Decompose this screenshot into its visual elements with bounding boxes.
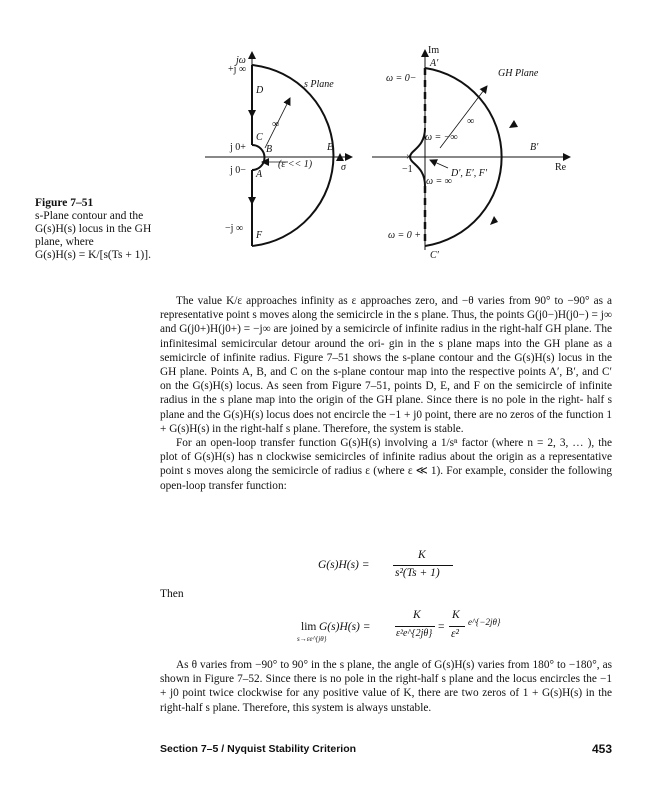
w0minus-label: ω = 0− [386,73,417,84]
contour-arrow-down [248,197,256,205]
w-inf-label: ω = ∞ [426,176,452,187]
eq2-den1: ε²e^{2jθ} [396,628,433,639]
point-C-prime: C′ [430,250,439,261]
point-D: D [256,85,264,96]
sigma-label: σ [341,162,346,173]
eq2-tail: e^{−2jθ} [468,617,501,627]
caption-line: plane, where [35,236,94,248]
def-prime-label: D′, E′, F′ [451,168,488,179]
infinity-label: ∞ [272,119,280,130]
point-B-prime: B′ [530,142,539,153]
point-E: E [327,142,334,153]
s-plane-label: s Plane [304,79,334,90]
eq1-num: K [418,549,426,561]
j0plus-label: j 0+ [230,142,246,153]
point-C: C [256,132,263,143]
page-number: 453 [591,742,612,756]
page-footer [160,743,612,755]
eq2-num2: K [452,609,460,621]
def-arrow [430,160,448,168]
caption-line: s-Plane contour and the [35,210,144,222]
point-A: A [256,169,263,180]
jw-label: jω [236,55,246,66]
minus-one-label: −1 [402,164,413,175]
equation-2: lim s→εe^{jθ} G(s)H(s) = K ε²e^{2jθ} = K ε² e^{−2jθ} [297,609,501,643]
gh-arrow-arc2 [490,216,498,225]
minus-one-marker: × [406,152,412,163]
point-B: B [266,144,273,155]
eq2-sub: s→εe^{jθ} [297,635,327,643]
gh-infinity-label: ∞ [467,116,475,127]
plus-j-inf-label: +j ∞ [228,64,247,75]
body-text [160,294,612,493]
eq1-den: s²(Ts + 1) [395,567,440,579]
contour-arrow-up [248,110,256,118]
eq2-den2: ε² [451,628,459,640]
eq2-num1: K [413,609,421,621]
paragraph-3-block [160,658,612,715]
caption-line: G(s)H(s) = K/[s(Ts + 1)]. [35,249,151,261]
epsilon-label: (ε << 1) [278,159,313,170]
im-label: Im [428,45,440,56]
w-minus-inf-label: ω = −∞ [425,132,458,143]
point-F: F [256,230,263,241]
gh-arrow-arc [509,120,518,128]
minus-j-inf-label: −j ∞ [225,223,244,234]
eq2-lim: lim [301,621,317,633]
paragraph-2: For an open-loop transfer function G(s)H(s) involving a 1/sⁿ factor (where n = 2, 3, … ), the plot of G(s)H(s) has n clockwise semicircles of infinite radius about the origin as a representative point s moves along the semicircle of radius ε (where ε ≪ 1). For example, consider the following open-loop transfer function: [160,437,613,492]
re-label: Re [555,162,567,173]
section-label: Section 7–5 / Nyquist Stability Criterion [160,743,357,755]
equation-1 [318,549,468,585]
w0plus-label: ω = 0 + [388,230,422,241]
caption-line: G(s)H(s) locus in the GH [35,223,152,235]
eq2-lhs: G(s)H(s) = [319,621,371,633]
figure-title: Figure 7–51 [35,197,94,209]
figure-caption [35,197,200,262]
j0minus-label: j 0− [230,165,246,176]
point-A-prime: A′ [430,58,439,69]
paragraph-1: The value K/ε approaches infinity as ε approaches zero, and −θ varies from 90° to −90° as a representative point s moves along the semicircle in the s plane. Thus, the points G(j0−)H(j0−) = j∞ and G(j0+)H(j0+) = −j∞ are joined by a semicircle of infinite radius in the right-half GH plane. The infinitesimal semicircular detour around the ori- gin in the s plane maps into the GH plane as a semicircle of infinite radius. Figure 7–51 shows the s-plane contour and the G(s)H(s) locus in the GH plane. Points A, B, and C on the s-plane contour map into the respective points A′, B′, and C′ on the G(s)H(s) locus. As seen from Figure 7–51, points D, E, and F on the semicircle of infinite radius in the s plane map into the origin of the GH plane. Since there is no pole in the right- half s plane and the G(s)H(s) locus does not encircle the −1 + j0 point, there are no zeros of the function 1 + G(s)H(s) in the right-half s plane. Therefore, the system is stable. [160,295,613,435]
paragraph-3: As θ varies from −90° to 90° in the s plane, the angle of G(s)H(s) varies from 180° to −180°, as shown in Figure 7–52. Since there is no pole in the right-half s plane and the locus encircles the −1 + j0 point twice clockwise for any positive value of K, there are two zeros of 1 + G(s)H(s) in the right-half s plane. Therefore, this system is always unstable. [160,659,613,714]
then-label: Then [160,588,184,600]
eq1-lhs: G(s)H(s) = [318,559,370,571]
gh-plane-label: GH Plane [498,68,539,79]
